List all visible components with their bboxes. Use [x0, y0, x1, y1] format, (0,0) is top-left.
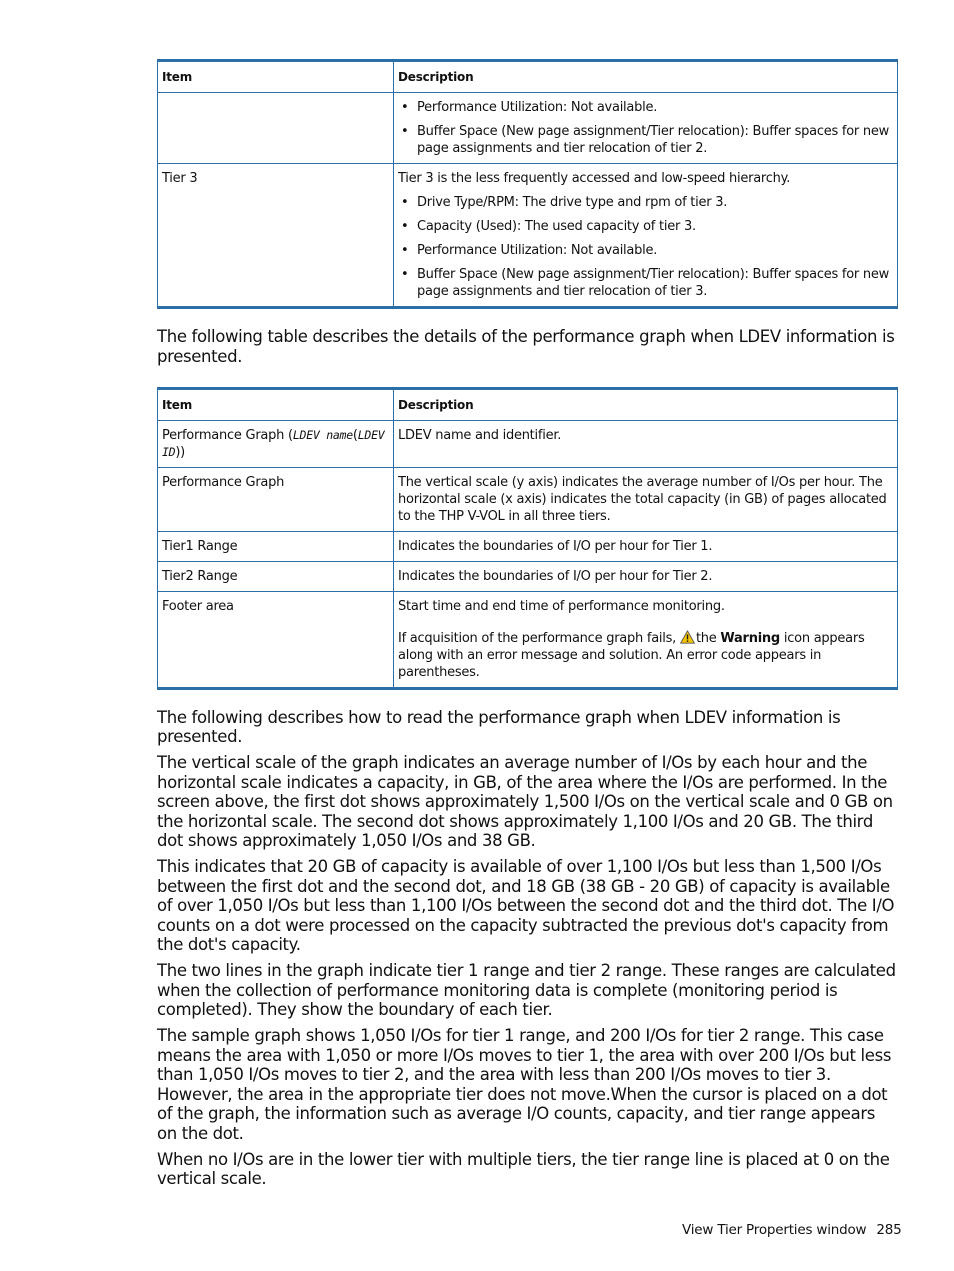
- cell-item: Footer area: [158, 591, 394, 688]
- table-row: [158, 93, 898, 164]
- warning-icon: [680, 630, 695, 644]
- cell-intro-text: Tier 3 is the less frequently accessed and low-speed hierarchy.: [398, 171, 791, 186]
- code-ldev-name: LDEV name: [292, 427, 353, 442]
- cell-description: [394, 591, 898, 688]
- footer-section-title: View Tier Properties window: [682, 1222, 867, 1238]
- page-footer: [682, 1222, 902, 1238]
- body-paragraph: The two lines in the graph indicate tier 1 range and tier 2 range. These ranges are calculated when the collection of performance monitoring data is complete (monitoring period is completed). They show the boundary of each tier.: [157, 961, 896, 1019]
- performance-graph-table: [157, 387, 898, 690]
- cell-item: Tier1 Range: [158, 531, 394, 561]
- tier-properties-table: [157, 59, 898, 309]
- column-header-description: Description: [394, 61, 898, 93]
- list-item: • Performance Utilization: Not available.: [398, 242, 893, 259]
- table-row: [158, 531, 898, 561]
- item-text: Performance Graph (: [162, 427, 293, 443]
- body-paragraph: The vertical scale of the graph indicates an average number of I/Os by each hour and the horizontal scale indicates a capacity, in GB, of the area where the I/Os are performed. In the screen above, the first dot shows approximately 1,500 I/Os on the vertical scale and 0 GB on the horizontal scale. The second dot shows approximately 1,100 I/Os and 20 GB. The third dot shows approximately 1,050 I/Os and 38 GB.: [157, 753, 893, 850]
- cell-description: The vertical scale (y axis) indicates the average number of I/Os per hour. The horizontal scale (x axis) indicates the total capacity (in GB) of pages allocated to the THP V-VOL in all three tiers.: [394, 467, 898, 531]
- column-header-item: Item: [158, 388, 394, 420]
- note-text: the: [695, 630, 721, 646]
- cell-note: [398, 630, 893, 681]
- list-item: • Performance Utilization: Not available.: [398, 99, 893, 116]
- cell-item: [158, 93, 394, 164]
- list-item: • Buffer Space (New page assignment/Tier relocation): Buffer spaces for new page assignments and tier relocation of tier 3.: [398, 266, 893, 300]
- note-text: If acquisition of the performance graph fails,: [398, 630, 680, 646]
- cell-description: [394, 93, 898, 164]
- cell-item: Performance Graph: [158, 467, 394, 531]
- bullet-list: [398, 194, 893, 300]
- page-number: 285: [876, 1222, 902, 1238]
- table-header-row: [158, 388, 898, 420]
- table-row: [158, 164, 898, 308]
- item-text: (: [352, 427, 358, 443]
- table-row: [158, 591, 898, 688]
- cell-description: Indicates the boundaries of I/O per hour for Tier 2.: [394, 561, 898, 591]
- table-row: [158, 467, 898, 531]
- list-item: • Drive Type/RPM: The drive type and rpm of tier 3.: [398, 194, 893, 211]
- cell-description: LDEV name and identifier.: [394, 420, 898, 467]
- body-paragraph: The sample graph shows 1,050 I/Os for tier 1 range, and 200 I/Os for tier 2 range. This case means the area with 1,050 or more I/Os moves to tier 1, the area with over 200 I/Os but less than 1,050 I/Os moves to tier 2, and the area with less than 200 I/Os moves to tier 3. However, the area in the appropriate tier does not move.When the cursor is placed on a dot of the graph, the information such as average I/O counts, capacity, and tier range appears on the dot.: [157, 1026, 892, 1143]
- cell-text: Start time and end time of performance monitoring.: [398, 598, 725, 614]
- table-row: [158, 420, 898, 467]
- column-header-item: Item: [158, 61, 394, 93]
- table-row: [158, 561, 898, 591]
- cell-item: Tier2 Range: [158, 561, 394, 591]
- cell-item: [158, 420, 394, 467]
- bullet-list: [398, 99, 893, 157]
- cell-item: Tier 3: [158, 164, 394, 308]
- note-text: icon appears along with an error message and solution. An error code appears in parentheses.: [398, 630, 865, 680]
- cell-description: [394, 164, 898, 308]
- table-header-row: [158, 61, 898, 93]
- body-paragraph: This indicates that 20 GB of capacity is available of over 1,100 I/Os but less than 1,500 I/Os between the first dot and the second dot, and 18 GB (38 GB - 20 GB) of capacity is available of over 1,050 I/Os but less than 1,100 I/Os between the second dot and the third dot. The I/O counts on a dot were processed on the capacity subtracted the previous dot's capacity from the dot's capacity.: [157, 857, 895, 954]
- column-header-description: Description: [394, 388, 898, 420]
- list-item: • Capacity (Used): The used capacity of tier 3.: [398, 218, 893, 235]
- cell-description: Indicates the boundaries of I/O per hour for Tier 1.: [394, 531, 898, 561]
- item-text: )): [175, 444, 186, 460]
- body-paragraph: The following describes how to read the performance graph when LDEV information is presented.: [157, 707, 841, 746]
- intro-paragraph: The following table describes the details of the performance graph when LDEV information is presented.: [157, 327, 895, 366]
- document-page: [157, 59, 897, 1195]
- warning-label: Warning: [720, 630, 780, 646]
- code-ldev-id: LDEV ID: [162, 427, 385, 459]
- list-item: • Buffer Space (New page assignment/Tier relocation): Buffer spaces for new page assignments and tier relocation of tier 2.: [398, 123, 893, 157]
- body-paragraph: When no I/Os are in the lower tier with multiple tiers, the tier range line is placed at 0 on the vertical scale.: [157, 1149, 890, 1188]
